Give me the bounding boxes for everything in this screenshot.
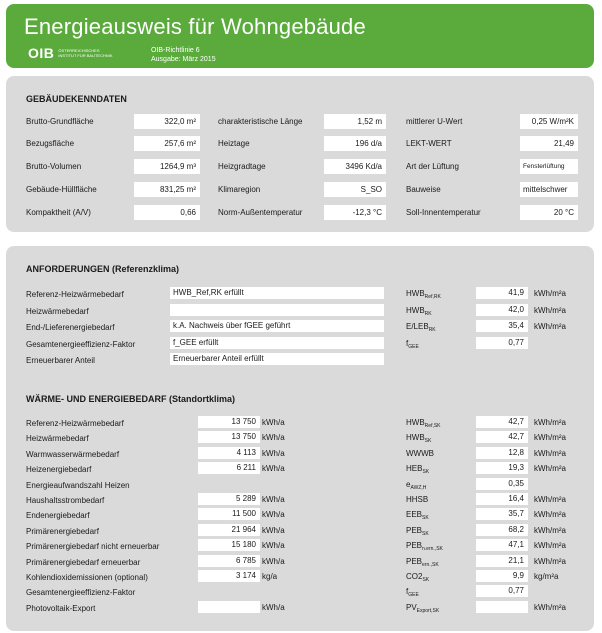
waerme-kennwert: 42,7 (476, 416, 528, 428)
kenndaten-value: 21,49 (520, 136, 578, 151)
kenndaten-label: Bezugsfläche (26, 139, 75, 148)
kenndaten-value: 0,25 W/m²K (520, 114, 578, 129)
gebaeudekenndaten-panel (6, 76, 594, 232)
richtlinie-label: OIB-Richtlinie 6 (151, 47, 200, 54)
symbol-main: HWB (406, 289, 425, 298)
oib-logo (28, 45, 118, 61)
waerme-kennwert-unit: kWh/m²a (534, 556, 566, 566)
anforderung-label: Heizwärmebedarf (26, 306, 89, 316)
waerme-label: Gesamtenergieeffizienz-Faktor (26, 588, 136, 598)
symbol-main: HHSB (406, 495, 429, 504)
kenndaten-value: S_SO (324, 182, 386, 197)
waerme-kennwert: 12,8 (476, 447, 528, 459)
kenndaten-value: 322,0 m² (134, 114, 200, 129)
anforderung-value: 35,4 (476, 320, 528, 332)
waerme-kennwert: 47,1 (476, 539, 528, 551)
kenndaten-value: 3496 Kd/a (324, 159, 386, 174)
anforderung-label: Erneuerbarer Anteil (26, 356, 95, 365)
kenndaten-value: 196 d/a (324, 136, 386, 151)
kenndaten-value: 257,6 m² (134, 136, 200, 151)
waerme-kennwert: 0,77 (476, 585, 528, 597)
symbol-main: E/LEB (406, 322, 429, 331)
kenndaten-label: Brutto-Grundfläche (26, 117, 94, 126)
waerme-kennwert-unit: kWh/m²a (534, 433, 566, 443)
kenndaten-label: charakteristische Länge (218, 117, 303, 126)
symbol-main: HEB (406, 464, 423, 474)
waerme-unit: kWh/a (262, 541, 285, 551)
waerme-symbol (406, 478, 426, 492)
waerme-kennwert-unit: kWh/m²a (534, 525, 566, 535)
kenndaten-label: Art der Lüftung (406, 162, 459, 171)
energie-panel (6, 246, 594, 631)
waerme-kennwert-unit: kWh/m²a (534, 448, 566, 458)
waerme-value: 15 180 (198, 539, 260, 551)
waerme-symbol (406, 585, 419, 599)
waerme-value (198, 601, 260, 613)
waerme-symbol (406, 462, 429, 476)
waerme-label: Warmwasserwärmebedarf (26, 449, 120, 459)
anforderung-label: Gesamtenergieeffizienz-Faktor (26, 339, 136, 349)
anforderung-text: Erneuerbarer Anteil erfüllt (170, 353, 384, 365)
waerme-value: 6 785 (198, 555, 260, 567)
waerme-value: 5 289 (198, 493, 260, 505)
kenndaten-value: 20 °C (520, 205, 578, 220)
anforderung-text: k.A. Nachweis über fGEE geführt (170, 320, 384, 332)
waerme-kennwert: 19,3 (476, 462, 528, 474)
anforderung-symbol (406, 287, 441, 301)
kenndaten-label: Heizgradtage (218, 162, 266, 171)
kenndaten-label: Soll-Innentemperatur (406, 208, 481, 217)
logo-mark: OIB (28, 45, 55, 61)
symbol-main: HWB (406, 433, 425, 443)
kenndaten-label: Klimaregion (218, 185, 261, 194)
kenndaten-label: Brutto-Volumen (26, 162, 82, 171)
kenndaten-value: 831,25 m² (134, 182, 200, 197)
waerme-kennwert-unit: kWh/m²a (534, 464, 566, 474)
waerme-kennwert-unit: kWh/m²a (534, 510, 566, 520)
waerme-symbol (406, 493, 428, 507)
anforderung-text: f_GEE erfüllt (170, 337, 384, 349)
waerme-kennwert: 42,7 (476, 431, 528, 443)
waerme-label: Haushaltsstrombedarf (26, 496, 105, 505)
symbol-sub: SK (422, 515, 429, 522)
symbol-main: EEB (406, 510, 423, 520)
waerme-unit: kWh/a (262, 433, 285, 443)
waerme-unit: kWh/a (262, 525, 285, 535)
waerme-label: Endenergiebedarf (26, 511, 90, 521)
ausgabe-label: Ausgabe: März 2015 (151, 56, 216, 63)
anforderung-text (170, 304, 384, 316)
symbol-sub: n.ern.,SK (422, 546, 443, 553)
symbol-sub: AWZ,H (410, 484, 427, 491)
symbol-sub: ern.,SK (422, 561, 439, 568)
symbol-main: f (406, 587, 409, 597)
symbol-main: PEB (406, 525, 423, 535)
waerme-value: 6 211 (198, 462, 260, 474)
symbol-main: f (406, 338, 409, 348)
kenndaten-label: LEKT-WERT (406, 139, 452, 148)
symbol-main: PEB (406, 556, 423, 566)
waerme-kennwert: 68,2 (476, 524, 528, 536)
waerme-unit: kWh/a (262, 464, 285, 474)
symbol-sub: GEE (408, 592, 419, 599)
symbol-sub: RK (424, 310, 432, 317)
waerme-kennwert: 16,4 (476, 493, 528, 505)
waerme-kennwert-unit: kWh/m²a (534, 602, 566, 612)
waerme-label: Energieaufwandszahl Heizen (26, 480, 130, 490)
waerme-label: Primärenergiebedarf erneuerbar (26, 557, 141, 567)
waerme-unit: kWh/a (262, 495, 285, 504)
symbol-main: e (406, 479, 411, 489)
waerme-unit: kWh/a (262, 418, 285, 427)
waerme-kennwert: 9,9 (476, 570, 528, 582)
waerme-value: 21 964 (198, 524, 260, 536)
symbol-main: HWB (406, 418, 425, 427)
kenndaten-value: mittelschwer (520, 182, 578, 197)
section-title-waerme: WÄRME- UND ENERGIEBEDARF (Standortklima) (26, 394, 236, 404)
anforderung-value: 42,0 (476, 304, 528, 316)
symbol-sub: Export,SK (416, 607, 440, 614)
anforderung-unit: kWh/m²a (534, 322, 566, 331)
waerme-kennwert: 0,35 (476, 478, 528, 490)
richtlinie-info (151, 46, 216, 64)
kenndaten-label: Gebäude-Hüllfläche (26, 185, 97, 194)
waerme-label: Kohlendioxidemissionen (optional) (26, 573, 148, 582)
anforderung-label: End-/Lieferenergiebedarf (26, 323, 115, 332)
header-banner (6, 4, 594, 68)
waerme-kennwert: 21,1 (476, 555, 528, 567)
waerme-kennwert: 35,7 (476, 508, 528, 520)
kenndaten-label: Norm-Außentemperatur (218, 208, 303, 217)
waerme-symbol (406, 431, 431, 445)
waerme-symbol (406, 601, 439, 615)
kenndaten-value: 0,66 (134, 205, 200, 220)
waerme-kennwert-unit: kg/m²a (534, 572, 559, 581)
waerme-value: 13 750 (198, 416, 260, 428)
waerme-symbol (406, 508, 429, 522)
waerme-label: Heizwärmebedarf (26, 434, 89, 444)
symbol-sub: RK (428, 327, 436, 333)
waerme-kennwert-unit: kWh/m²a (534, 495, 566, 504)
waerme-value: 4 113 (198, 447, 260, 459)
waerme-symbol (406, 555, 439, 569)
waerme-unit: kWh/a (262, 448, 285, 458)
logo-text: ÖSTERREICHISCHES INSTITUT FÜR BAUTECHNIK (58, 48, 113, 58)
waerme-value: 3 174 (198, 570, 260, 582)
symbol-sub: SK (422, 530, 429, 537)
waerme-label: Referenz-Heizwärmebedarf (26, 419, 124, 428)
waerme-symbol (406, 570, 429, 584)
kenndaten-label: mittlerer U-Wert (406, 117, 463, 126)
page-title: Energieausweis für Wohngebäude (24, 14, 366, 39)
waerme-unit: kWh/a (262, 510, 285, 520)
kenndaten-label: Bauweise (406, 185, 441, 194)
kenndaten-value: -12,3 °C (324, 205, 386, 220)
waerme-label: Primärenergiebedarf nicht erneuerbar (26, 542, 160, 552)
symbol-sub: SK (422, 577, 430, 583)
waerme-symbol (406, 524, 429, 538)
symbol-sub: Ref,SK (424, 423, 441, 429)
symbol-sub: GEE (408, 343, 419, 350)
waerme-symbol (406, 539, 443, 553)
symbol-main: WWWB (406, 448, 434, 458)
waerme-kennwert-unit: kWh/m²a (534, 541, 566, 551)
waerme-value: 11 500 (198, 508, 260, 520)
symbol-main: HWB (406, 305, 425, 315)
waerme-label: Heizenergiebedarf (26, 465, 92, 475)
kenndaten-value: 1264,9 m³ (134, 159, 200, 174)
kenndaten-value: Fensterlüftung (520, 159, 578, 174)
kenndaten-value: 1,52 m (324, 114, 386, 129)
anforderung-value: 0,77 (476, 337, 528, 349)
waerme-kennwert-unit: kWh/m²a (534, 418, 566, 427)
section-title-kenndaten: GEBÄUDEKENNDATEN (26, 94, 127, 104)
anforderung-label: Referenz-Heizwärmebedarf (26, 290, 124, 299)
kenndaten-label: Kompaktheit (A/V) (26, 208, 91, 217)
symbol-main: PEB (406, 541, 423, 551)
waerme-label: Photovoltaik-Export (26, 603, 96, 613)
anforderung-unit: kWh/m²a (534, 289, 566, 298)
waerme-value: 13 750 (198, 431, 260, 443)
anforderung-value: 41,9 (476, 287, 528, 299)
symbol-sub: SK (422, 469, 430, 476)
symbol-main: PV (406, 602, 417, 612)
kenndaten-label: Heiztage (218, 139, 250, 148)
symbol-sub: SK (424, 438, 432, 445)
waerme-unit: kg/a (262, 572, 278, 581)
symbol-main: CO2 (406, 572, 423, 581)
waerme-symbol (406, 416, 441, 430)
anforderung-symbol (406, 304, 432, 318)
section-title-anforderungen: ANFORDERUNGEN (Referenzklima) (26, 264, 180, 274)
waerme-kennwert (476, 601, 528, 613)
anforderung-text: HWB_Ref,RK erfüllt (170, 287, 384, 299)
anforderung-unit: kWh/m²a (534, 305, 566, 315)
waerme-unit: kWh/a (262, 602, 285, 612)
symbol-sub: Ref,RK (424, 294, 441, 300)
waerme-symbol (406, 447, 434, 461)
anforderung-symbol (406, 320, 436, 334)
waerme-unit: kWh/a (262, 556, 285, 566)
anforderung-symbol (406, 337, 419, 351)
waerme-label: Primärenergiebedarf (26, 526, 99, 536)
